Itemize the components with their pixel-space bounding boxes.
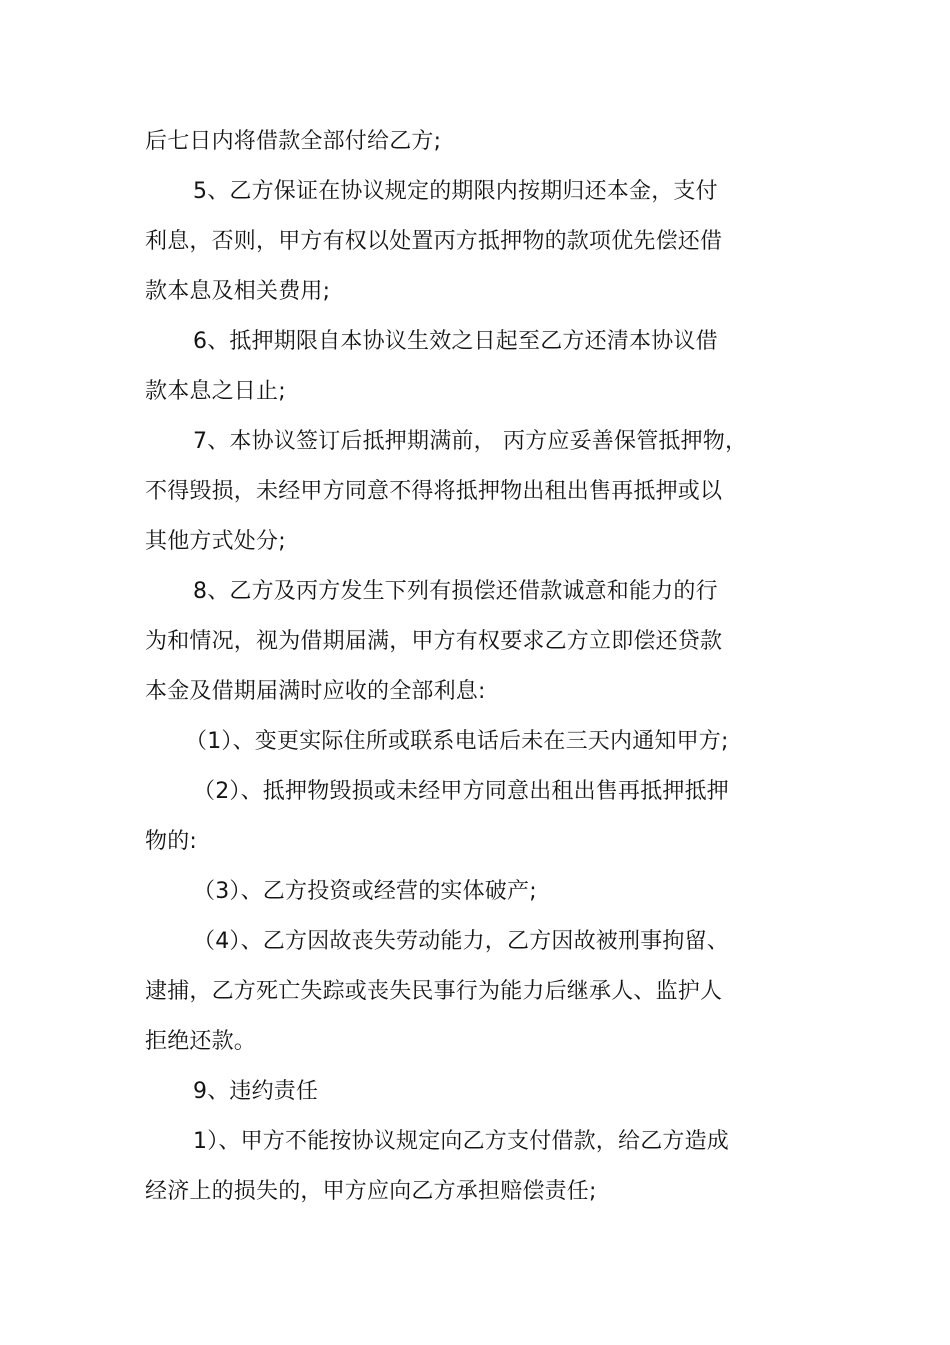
text-line: 5、乙方保证在协议规定的期限内按期归还本金，支付	[193, 179, 718, 204]
text-line: 款本息之日止;	[145, 379, 286, 404]
text-line: 9、违约责任	[193, 1079, 319, 1104]
text-line: （3）、乙方投资或经营的实体破产;	[193, 879, 537, 904]
text-line: 拒绝还款。	[145, 1029, 257, 1054]
text-line: 利息，否则，甲方有权以处置丙方抵押物的款项优先偿还借	[145, 229, 723, 254]
text-line: 逮捕，乙方死亡失踪或丧失民事行为能力后继承人、监护人	[145, 979, 723, 1004]
text-line: 不得毁损，未经甲方同意不得将抵押物出租出售再抵押或以	[145, 479, 723, 504]
text-line: 8、乙方及丙方发生下列有损偿还借款诚意和能力的行	[193, 579, 718, 604]
text-line: 6、抵押期限自本协议生效之日起至乙方还清本协议借	[193, 329, 718, 354]
text-line: 7、本协议签订后抵押期满前， 丙方应妥善保管抵押物，	[193, 429, 748, 454]
text-line: 经济上的损失的，甲方应向乙方承担赔偿责任;	[145, 1179, 597, 1204]
text-line: 物的:	[145, 829, 198, 854]
text-line: 为和情况，视为借期届满，甲方有权要求乙方立即偿还贷款	[145, 629, 723, 654]
text-line: 1）、甲方不能按协议规定向乙方支付借款，给乙方造成	[193, 1129, 729, 1154]
text-line: （4）、乙方因故丧失劳动能力，乙方因故被刑事拘留、	[193, 929, 729, 954]
text-line: （1）、变更实际住所或联系电话后未在三天内通知甲方;	[185, 729, 729, 754]
text-line: （2）、抵押物毁损或未经甲方同意出租出售再抵押抵押	[193, 779, 729, 804]
text-line: 款本息及相关费用;	[145, 279, 331, 304]
text-line: 其他方式处分;	[145, 529, 286, 554]
text-line: 本金及借期届满时应收的全部利息:	[145, 679, 486, 704]
text-line: 后七日内将借款全部付给乙方;	[145, 129, 442, 154]
